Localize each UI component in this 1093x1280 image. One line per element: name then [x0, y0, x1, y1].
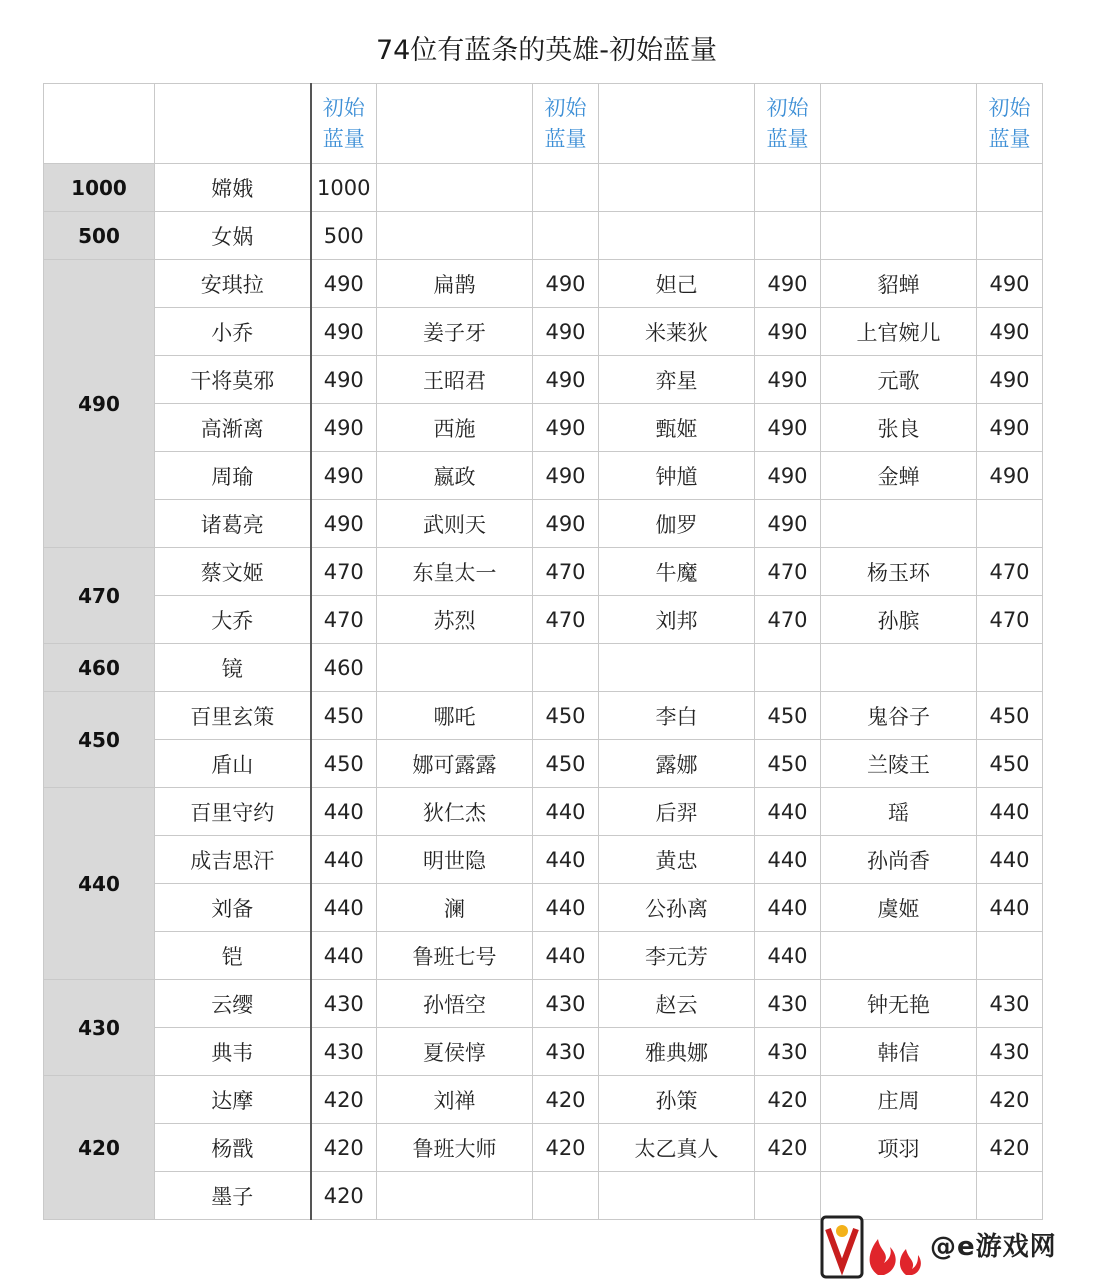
mana-group-label: 440 [44, 788, 155, 980]
hero-name: 鲁班大师 [377, 1124, 533, 1172]
table-row [44, 932, 1043, 980]
hero-mana: 490 [977, 356, 1043, 404]
hero-name: 哪吒 [377, 692, 533, 740]
empty-cell [377, 644, 533, 692]
empty-cell [821, 932, 977, 980]
empty-cell [377, 164, 533, 212]
hero-name: 张良 [821, 404, 977, 452]
header-blank-cell [377, 84, 533, 164]
table-row [44, 308, 1043, 356]
header-blank-cell [155, 84, 311, 164]
hero-name: 高渐离 [155, 404, 311, 452]
table-row [44, 1076, 1043, 1124]
hero-mana: 490 [977, 404, 1043, 452]
empty-cell [533, 1172, 599, 1220]
hero-mana: 440 [311, 836, 377, 884]
hero-mana: 490 [533, 260, 599, 308]
hero-mana: 440 [977, 836, 1043, 884]
table-row [44, 884, 1043, 932]
hero-mana: 450 [755, 740, 821, 788]
empty-cell [977, 644, 1043, 692]
empty-cell [599, 1172, 755, 1220]
hero-name: 鬼谷子 [821, 692, 977, 740]
table-row [44, 980, 1043, 1028]
hero-name: 孙尚香 [821, 836, 977, 884]
hero-mana: 490 [311, 500, 377, 548]
hero-name: 项羽 [821, 1124, 977, 1172]
mana-group-label: 420 [44, 1076, 155, 1220]
empty-cell [821, 212, 977, 260]
hero-name: 钟馗 [599, 452, 755, 500]
hero-name: 甄姬 [599, 404, 755, 452]
hero-name: 大乔 [155, 596, 311, 644]
hero-mana: 450 [977, 692, 1043, 740]
table-row [44, 452, 1043, 500]
hero-name: 小乔 [155, 308, 311, 356]
hero-mana: 420 [311, 1076, 377, 1124]
hero-name: 赵云 [599, 980, 755, 1028]
empty-cell [977, 164, 1043, 212]
hero-name: 兰陵王 [821, 740, 977, 788]
hero-name: 安琪拉 [155, 260, 311, 308]
hero-name: 杨戬 [155, 1124, 311, 1172]
hero-mana: 440 [311, 884, 377, 932]
mana-column-header: 初始 蓝量 [977, 84, 1043, 164]
hero-name: 女娲 [155, 212, 311, 260]
mana-group-label: 1000 [44, 164, 155, 212]
hero-mana: 470 [311, 548, 377, 596]
hero-mana: 420 [311, 1124, 377, 1172]
hero-mana: 490 [977, 452, 1043, 500]
hero-mana: 470 [755, 548, 821, 596]
table-row [44, 644, 1043, 692]
hero-mana: 440 [977, 788, 1043, 836]
hero-name: 云缨 [155, 980, 311, 1028]
hero-mana: 420 [533, 1076, 599, 1124]
header-blank-cell [821, 84, 977, 164]
header-row [44, 84, 1043, 164]
hero-name: 韩信 [821, 1028, 977, 1076]
mana-group-label: 470 [44, 548, 155, 644]
hero-mana: 450 [755, 692, 821, 740]
hero-name: 伽罗 [599, 500, 755, 548]
hero-mana: 430 [311, 1028, 377, 1076]
hero-name: 蔡文姬 [155, 548, 311, 596]
empty-cell [533, 164, 599, 212]
hero-name: 米莱狄 [599, 308, 755, 356]
hero-mana: 490 [311, 260, 377, 308]
hero-mana: 470 [977, 548, 1043, 596]
hero-name: 弈星 [599, 356, 755, 404]
hero-name: 刘邦 [599, 596, 755, 644]
mana-column-header: 初始 蓝量 [755, 84, 821, 164]
hero-name: 后羿 [599, 788, 755, 836]
hero-mana: 420 [977, 1124, 1043, 1172]
hero-name: 元歌 [821, 356, 977, 404]
hero-mana: 490 [755, 308, 821, 356]
hero-mana: 490 [311, 356, 377, 404]
hero-mana: 430 [977, 1028, 1043, 1076]
hero-mana: 470 [977, 596, 1043, 644]
hero-mana: 440 [755, 836, 821, 884]
empty-cell [977, 932, 1043, 980]
mana-group-label: 500 [44, 212, 155, 260]
empty-cell [599, 212, 755, 260]
hero-name: 王昭君 [377, 356, 533, 404]
hero-mana: 470 [755, 596, 821, 644]
hero-mana: 470 [533, 548, 599, 596]
hero-mana: 460 [311, 644, 377, 692]
hero-name: 嬴政 [377, 452, 533, 500]
hero-mana: 490 [311, 308, 377, 356]
hero-name: 鲁班七号 [377, 932, 533, 980]
hero-name: 姜子牙 [377, 308, 533, 356]
hero-mana: 440 [755, 932, 821, 980]
empty-cell [755, 1172, 821, 1220]
hero-mana: 490 [755, 500, 821, 548]
hero-name: 铠 [155, 932, 311, 980]
table-row [44, 596, 1043, 644]
hero-name: 嫦娥 [155, 164, 311, 212]
hero-mana: 490 [311, 452, 377, 500]
mana-table [43, 83, 1043, 1220]
empty-cell [377, 1172, 533, 1220]
hero-mana: 430 [977, 980, 1043, 1028]
empty-cell [533, 212, 599, 260]
hero-name: 李白 [599, 692, 755, 740]
hero-mana: 500 [311, 212, 377, 260]
hero-mana: 440 [311, 932, 377, 980]
hero-name: 李元芳 [599, 932, 755, 980]
table-row [44, 164, 1043, 212]
empty-cell [599, 164, 755, 212]
empty-cell [755, 644, 821, 692]
table-row [44, 404, 1043, 452]
hero-name: 东皇太一 [377, 548, 533, 596]
hero-name: 貂蝉 [821, 260, 977, 308]
hero-name: 孙策 [599, 1076, 755, 1124]
empty-cell [755, 212, 821, 260]
header-blank-cell [599, 84, 755, 164]
hero-mana: 420 [755, 1076, 821, 1124]
hero-mana: 450 [533, 692, 599, 740]
hero-mana: 430 [755, 980, 821, 1028]
watermark-text: @e游戏网 [930, 1231, 1057, 1262]
hero-name: 钟无艳 [821, 980, 977, 1028]
hero-name: 扁鹊 [377, 260, 533, 308]
hero-mana: 430 [533, 980, 599, 1028]
hero-name: 墨子 [155, 1172, 311, 1220]
hero-mana: 440 [533, 884, 599, 932]
hero-mana: 430 [533, 1028, 599, 1076]
hero-mana: 440 [533, 932, 599, 980]
hero-mana: 420 [977, 1076, 1043, 1124]
hero-name: 露娜 [599, 740, 755, 788]
table-row [44, 692, 1043, 740]
mana-group-label: 430 [44, 980, 155, 1076]
table-row [44, 836, 1043, 884]
hero-name: 庄周 [821, 1076, 977, 1124]
hero-mana: 490 [755, 260, 821, 308]
hero-name: 虞姬 [821, 884, 977, 932]
hero-name: 金蝉 [821, 452, 977, 500]
hero-name: 瑶 [821, 788, 977, 836]
hero-mana: 490 [533, 356, 599, 404]
mana-column-header: 初始 蓝量 [533, 84, 599, 164]
hero-name: 百里守约 [155, 788, 311, 836]
hero-mana: 420 [755, 1124, 821, 1172]
hero-name: 黄忠 [599, 836, 755, 884]
hero-mana: 440 [533, 788, 599, 836]
hero-mana: 490 [977, 260, 1043, 308]
hero-mana: 490 [755, 356, 821, 404]
empty-cell [821, 164, 977, 212]
hero-mana: 490 [533, 404, 599, 452]
hero-name: 盾山 [155, 740, 311, 788]
hero-mana: 470 [533, 596, 599, 644]
hero-name: 夏侯惇 [377, 1028, 533, 1076]
hero-name: 上官婉儿 [821, 308, 977, 356]
table-row [44, 740, 1043, 788]
table-row [44, 500, 1043, 548]
hero-name: 刘备 [155, 884, 311, 932]
hero-name: 妲己 [599, 260, 755, 308]
hero-mana: 490 [311, 404, 377, 452]
hero-mana: 450 [311, 692, 377, 740]
table-row [44, 260, 1043, 308]
table-row [44, 212, 1043, 260]
hero-name: 苏烈 [377, 596, 533, 644]
table-row [44, 548, 1043, 596]
empty-cell [821, 500, 977, 548]
hero-name: 达摩 [155, 1076, 311, 1124]
empty-cell [821, 644, 977, 692]
hero-mana: 470 [311, 596, 377, 644]
hero-mana: 420 [533, 1124, 599, 1172]
hero-name: 杨玉环 [821, 548, 977, 596]
hero-name: 刘禅 [377, 1076, 533, 1124]
flame-logo-icon [820, 1209, 930, 1279]
hero-name: 太乙真人 [599, 1124, 755, 1172]
hero-name: 典韦 [155, 1028, 311, 1076]
hero-mana: 440 [977, 884, 1043, 932]
hero-mana: 490 [533, 308, 599, 356]
hero-mana: 450 [533, 740, 599, 788]
empty-cell [977, 500, 1043, 548]
empty-cell [599, 644, 755, 692]
hero-name: 诸葛亮 [155, 500, 311, 548]
hero-mana: 420 [311, 1172, 377, 1220]
table-row [44, 788, 1043, 836]
hero-mana: 430 [755, 1028, 821, 1076]
hero-mana: 440 [755, 884, 821, 932]
hero-mana: 440 [311, 788, 377, 836]
hero-mana: 1000 [311, 164, 377, 212]
mana-group-label: 460 [44, 644, 155, 692]
hero-name: 武则天 [377, 500, 533, 548]
header-blank-cell [44, 84, 155, 164]
hero-mana: 490 [977, 308, 1043, 356]
empty-cell [755, 164, 821, 212]
hero-name: 西施 [377, 404, 533, 452]
hero-mana: 490 [533, 452, 599, 500]
hero-mana: 430 [311, 980, 377, 1028]
hero-mana: 490 [533, 500, 599, 548]
mana-group-label: 450 [44, 692, 155, 788]
mana-column-header: 初始 蓝量 [311, 84, 377, 164]
hero-mana: 450 [311, 740, 377, 788]
hero-name: 镜 [155, 644, 311, 692]
hero-name: 娜可露露 [377, 740, 533, 788]
page-title: 74位有蓝条的英雄-初始蓝量 [375, 35, 718, 66]
hero-mana: 450 [977, 740, 1043, 788]
hero-name: 百里玄策 [155, 692, 311, 740]
hero-name: 雅典娜 [599, 1028, 755, 1076]
hero-mana: 440 [533, 836, 599, 884]
hero-mana: 440 [755, 788, 821, 836]
table-row [44, 1124, 1043, 1172]
hero-name: 孙悟空 [377, 980, 533, 1028]
hero-name: 周瑜 [155, 452, 311, 500]
hero-name: 干将莫邪 [155, 356, 311, 404]
mana-group-label: 490 [44, 260, 155, 548]
watermark [820, 1208, 1090, 1280]
hero-name: 成吉思汗 [155, 836, 311, 884]
hero-name: 孙膑 [821, 596, 977, 644]
empty-cell [533, 644, 599, 692]
hero-name: 公孙离 [599, 884, 755, 932]
hero-mana: 490 [755, 452, 821, 500]
table-row [44, 356, 1043, 404]
table-row [44, 1028, 1043, 1076]
hero-name: 澜 [377, 884, 533, 932]
hero-mana: 490 [755, 404, 821, 452]
empty-cell [377, 212, 533, 260]
hero-name: 明世隐 [377, 836, 533, 884]
hero-name: 狄仁杰 [377, 788, 533, 836]
hero-name: 牛魔 [599, 548, 755, 596]
empty-cell [977, 212, 1043, 260]
